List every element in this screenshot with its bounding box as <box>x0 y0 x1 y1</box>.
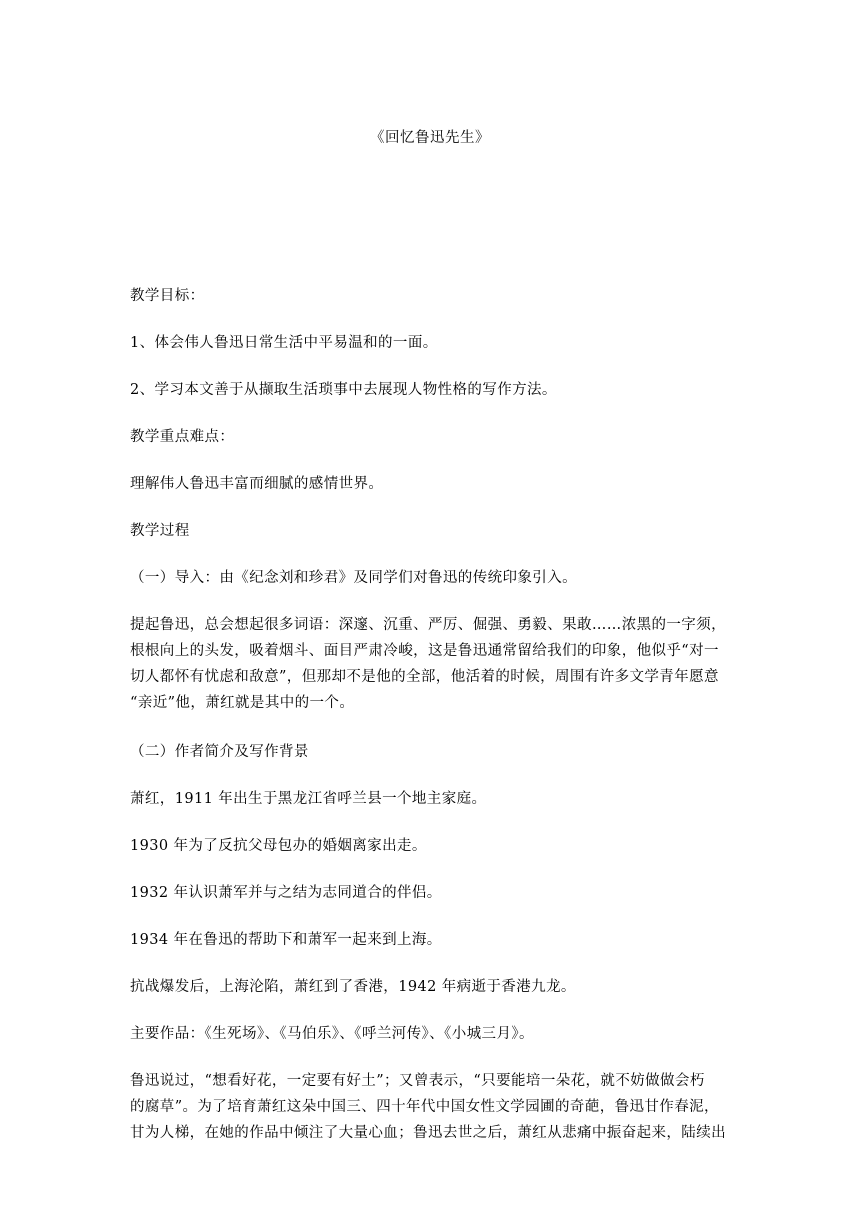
process-step-heading: （二）作者简介及写作背景 <box>130 744 309 760</box>
document-body <box>130 286 732 1172</box>
closing-paragraph <box>130 1068 732 1146</box>
paragraph-line: 切人都怀有忧虑和敌意”，但那却不是他的全部，他活着的时候，周围有许多文学青年愿意 <box>130 669 719 685</box>
paragraph-line: 甘为人梯，在她的作品中倾注了大量心血；鲁迅去世之后，萧红从悲痛中振奋起来，陆续出 <box>130 1125 726 1141</box>
teaching-process-heading: 教学过程 <box>130 523 190 539</box>
key-point-item: 理解伟人鲁迅丰富而细腻的感情世界。 <box>130 476 384 492</box>
bio-line: 1934 年在鲁迅的帮助下和萧军一起来到上海。 <box>130 932 442 948</box>
teaching-goals-heading: 教学目标： <box>130 288 205 304</box>
paragraph-line: “亲近”他，萧红就是其中的一个。 <box>130 695 355 711</box>
teaching-goal-item: 2、学习本文善于从撷取生活琐事中去展现人物性格的写作方法。 <box>130 382 557 398</box>
bio-line: 1932 年认识萧军并与之结为志同道合的伴侣。 <box>130 885 442 901</box>
works-line: 主要作品：《生死场》、《马伯乐》、《呼兰河传》、《小城三月》。 <box>130 1026 534 1042</box>
teaching-goal-item: 1、体会伟人鲁迅日常生活中平易温和的一面。 <box>130 335 438 351</box>
process-step-heading: （一）导入：由《纪念刘和珍君》及同学们对鲁迅的传统印象引入。 <box>130 570 577 586</box>
paragraph-line: 鲁迅说过，“想看好花，一定要有好土”；又曾表示，“只要能培一朵花，就不妨做做会朽 <box>130 1073 705 1089</box>
intro-paragraph <box>130 612 732 716</box>
bio-line: 1930 年为了反抗父母包办的婚姻离家出走。 <box>130 838 427 854</box>
document-title: 《回忆鲁迅先生》 <box>370 130 490 146</box>
paragraph-line: 提起鲁迅，总会想起很多词语：深邃、沉重、严厉、倔强、勇毅、果敢……浓黑的一字须， <box>130 617 726 633</box>
paragraph-line: 根根向上的头发，吸着烟斗、面目严肃冷峻，这是鲁迅通常留给我们的印象，他似乎“对一 <box>130 643 719 659</box>
bio-line: 萧红，1911 年出生于黑龙江省呼兰县一个地主家庭。 <box>130 791 487 807</box>
key-points-heading: 教学重点难点： <box>130 429 235 445</box>
paragraph-line: 的腐草”。为了培育萧红这朵中国三、四十年代中国女性文学园圃的奇葩，鲁迅甘作春泥， <box>130 1099 719 1115</box>
bio-line: 抗战爆发后，上海沦陷，萧红到了香港，1942 年病逝于香港九龙。 <box>130 979 576 995</box>
